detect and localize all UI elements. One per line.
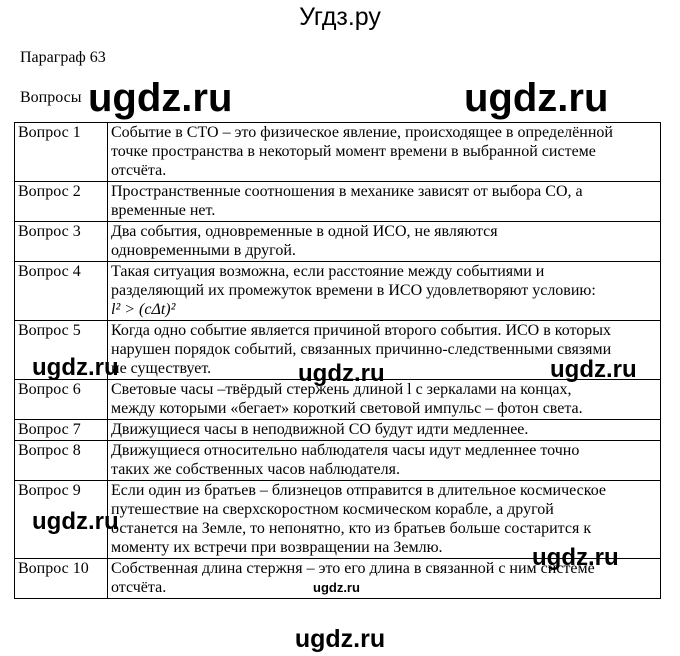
table-row <box>15 182 661 222</box>
answer-line: Два события, одновременные в одной ИСО, не являются <box>111 223 498 240</box>
answer-cell <box>108 481 661 559</box>
watermark: ugdz.ru <box>550 356 637 383</box>
answer-line: между которыми «бегает» короткий световой импульс – фотон света. <box>111 400 583 417</box>
question-label: Вопрос 6 <box>15 380 108 420</box>
answer-line: одновременными в другой. <box>111 242 296 259</box>
answer-line: не существует. <box>111 360 212 377</box>
answer-cell <box>108 182 661 222</box>
answer-line: Движущиеся часы в неподвижной СО будут идти медленнее. <box>111 421 529 438</box>
answer-line: Движущиеся относительно наблюдателя часы идут медленнее точно <box>111 442 580 459</box>
table-row <box>15 481 661 559</box>
watermark: ugdz.ru <box>88 76 233 120</box>
table-row <box>15 420 661 441</box>
answer-line: Если один из братьев – близнецов отправится в длительное космическое <box>111 482 607 499</box>
answer-line: Собственная длина стержня – это его длина в связанной с ним системе <box>111 560 595 577</box>
question-label: Вопрос 8 <box>15 441 108 481</box>
questions-table <box>14 122 661 599</box>
footer-watermark: ugdz.ru <box>294 625 386 653</box>
section-title: Вопросы <box>20 89 82 106</box>
paragraph-title: Параграф 63 <box>20 49 106 66</box>
answer-cell <box>108 420 661 441</box>
watermark: ugdz.ru <box>464 76 609 120</box>
answer-cell <box>108 262 661 321</box>
table-row <box>15 380 661 420</box>
answer-cell <box>108 380 661 420</box>
question-label: Вопрос 4 <box>15 262 108 321</box>
answer-line: Событие в СТО – это физическое явление, происходящее в определённой <box>111 124 613 141</box>
answer-line: Световые часы –твёрдый стержень длиной l с зеркалами на концах, <box>111 381 572 398</box>
answer-line: отсчёта. <box>111 162 167 179</box>
watermark: ugdz.ru <box>32 508 119 535</box>
table-row <box>15 123 661 182</box>
table-row <box>15 321 661 380</box>
answer-line: останется на Земле, то непонятно, кто из братьев больше состарится к <box>111 520 592 537</box>
question-label: Вопрос 1 <box>15 123 108 182</box>
answer-cell <box>108 123 661 182</box>
answer-line: разделяющий их промежуток времени в ИСО удовлетворяют условию: <box>111 282 596 299</box>
question-label: Вопрос 9 <box>15 481 108 559</box>
table-row <box>15 559 661 599</box>
table-row <box>15 262 661 321</box>
answer-cell <box>108 321 661 380</box>
watermark: ugdz.ru <box>313 580 360 595</box>
question-label: Вопрос 7 <box>15 420 108 441</box>
answer-line: таких же собственных часов наблюдателя. <box>111 461 400 478</box>
table-row <box>15 441 661 481</box>
answer-cell <box>108 222 661 262</box>
watermark: ugdz.ru <box>532 544 619 571</box>
watermark: ugdz.ru <box>32 354 119 381</box>
answer-line: Такая ситуация возможна, если расстояние между событиями и <box>111 263 545 280</box>
question-label: Вопрос 5 <box>15 321 108 380</box>
table-row <box>15 222 661 262</box>
answer-cell <box>108 441 661 481</box>
answer-line: временные нет. <box>111 202 216 219</box>
answer-line: путешествие на сверхскоростном космическом корабле, а другой <box>111 501 554 518</box>
question-label: Вопрос 10 <box>15 559 108 599</box>
answer-cell <box>108 559 661 599</box>
answer-line: моменту их встречи при возвращении на Землю. <box>111 539 443 556</box>
site-header: Угдз.ру <box>299 3 381 31</box>
answer-line: Когда одно событие является причиной второго события. ИСО в которых <box>111 322 612 339</box>
answer-line: Пространственные соотношения в механике зависят от выбора СО, а <box>111 183 583 200</box>
formula: l² > (cΔt)² <box>111 301 176 318</box>
question-label: Вопрос 3 <box>15 222 108 262</box>
question-label: Вопрос 2 <box>15 182 108 222</box>
answer-line: точке пространства в некоторый момент времени в выбранной системе <box>111 143 596 160</box>
answer-line: отсчёта. <box>111 579 167 596</box>
answer-line: нарушен порядок событий, связанных причинно-следственными связями <box>111 341 612 358</box>
watermark: ugdz.ru <box>298 360 385 387</box>
